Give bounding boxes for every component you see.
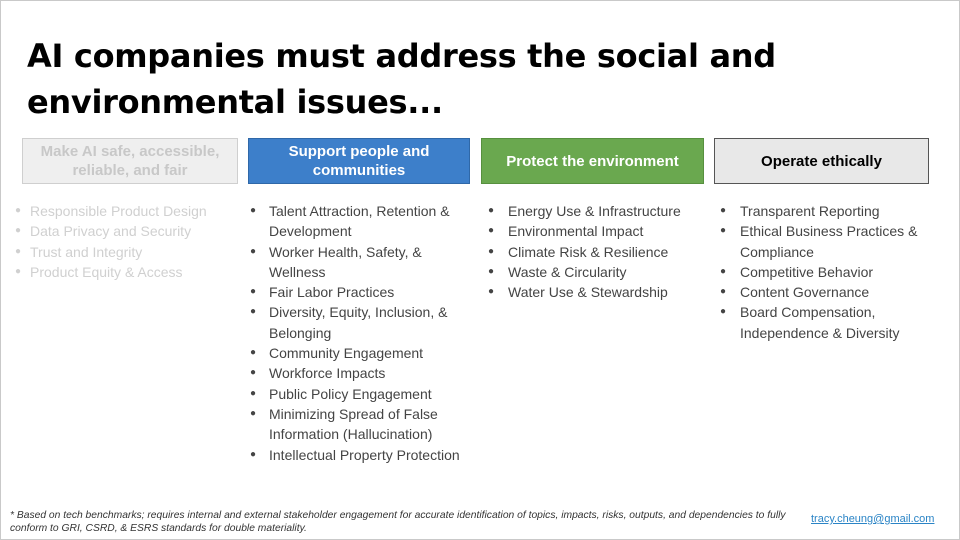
list-item: ● Competitive Behavior (714, 262, 929, 282)
column-header: Support people and communities (248, 138, 470, 184)
column-environment (481, 138, 704, 302)
list-item: ● Energy Use & Infrastructure (481, 201, 704, 221)
bullet-list (481, 201, 704, 302)
list-item: ● Worker Health, Safety, & Wellness (248, 242, 470, 283)
list-item: ● Responsible Product Design (15, 201, 238, 221)
footnote: * Based on tech benchmarks; requires internal and external stakeholder engagement for accurate identification of topics, impacts, risks, outputs, and dependencies to fully conform to GRI, CSRD, & ESRS standards for double materiality. (10, 510, 786, 535)
list-item: ● Product Equity & Access (15, 262, 238, 282)
list-item: ● Content Governance (714, 282, 929, 302)
column-ethics (714, 138, 929, 343)
list-item: ● Board Compensation, Independence & Diversity (714, 302, 929, 343)
slide-title: AI companies must address the social and environmental issues... (27, 37, 776, 121)
list-item: ● Climate Risk & Resilience (481, 242, 704, 262)
list-item: ● Public Policy Engagement (248, 384, 470, 404)
list-item: ● Minimizing Spread of False Information (Hallucination) (248, 404, 470, 445)
list-item: ● Workforce Impacts (248, 363, 470, 383)
column-header: Make AI safe, accessible, reliable, and fair (22, 138, 238, 184)
list-item: ● Transparent Reporting (714, 201, 929, 221)
column-safe-ai (22, 138, 238, 282)
column-header: Protect the environment (481, 138, 704, 184)
list-item: ● Environmental Impact (481, 221, 704, 241)
list-item: ● Water Use & Stewardship (481, 282, 704, 302)
bullet-list (15, 201, 238, 282)
list-item: ● Data Privacy and Security (15, 221, 238, 241)
list-item: ● Waste & Circularity (481, 262, 704, 282)
list-item: ● Diversity, Equity, Inclusion, & Belonging (248, 302, 470, 343)
list-item: ● Ethical Business Practices & Compliance (714, 221, 929, 262)
bullet-list (248, 201, 470, 465)
column-people (248, 138, 470, 465)
column-header: Operate ethically (714, 138, 929, 184)
email-link[interactable]: tracy.cheung@gmail.com (811, 513, 935, 525)
list-item: ● Community Engagement (248, 343, 470, 363)
list-item: ● Intellectual Property Protection (248, 445, 470, 465)
list-item: ● Trust and Integrity (15, 242, 238, 262)
bullet-list (714, 201, 929, 343)
list-item: ● Fair Labor Practices (248, 282, 470, 302)
list-item: ● Talent Attraction, Retention & Development (248, 201, 470, 242)
